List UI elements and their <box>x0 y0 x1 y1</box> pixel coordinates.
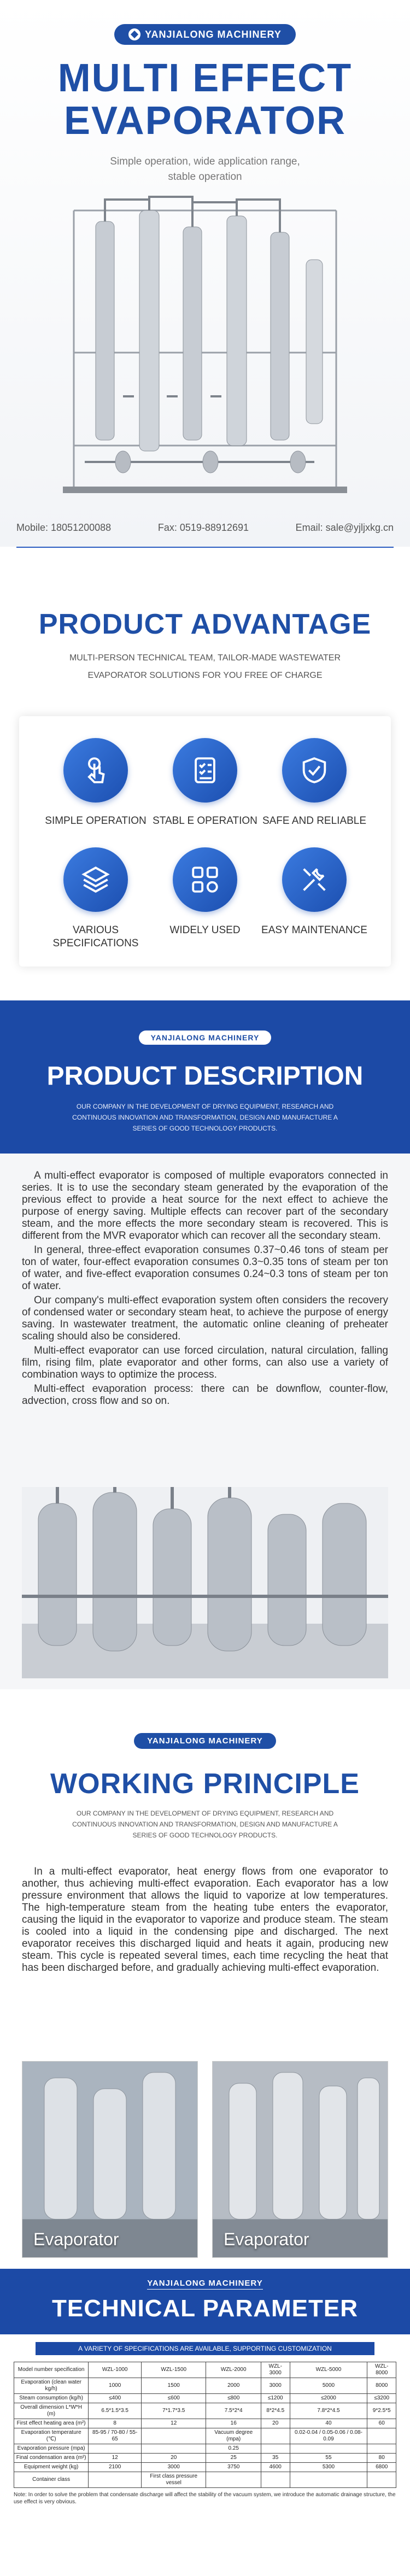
advantage-subtitle: MULTI-PERSON TECHNICAL TEAM, TAILOR-MADE WASTEWATER EVAPORATOR SOLUTIONS FOR YOU FREE OF CHARGE <box>69 653 341 680</box>
table-header-cell: WZL-1500 <box>142 2362 206 2378</box>
table-cell: 0.25 <box>206 2444 261 2454</box>
table-cell: 2100 <box>89 2463 142 2472</box>
table-cell: 6800 <box>367 2463 396 2472</box>
table-cell: 6.5*1.5*3.5 <box>89 2403 142 2419</box>
table-row <box>14 2428 396 2444</box>
table-cell: ≤2000 <box>290 2394 367 2403</box>
table-cell <box>290 2444 367 2454</box>
table-cell <box>89 2444 142 2454</box>
evaporator-photo-1 <box>22 2061 198 2258</box>
table-cell: ≤800 <box>206 2394 261 2403</box>
evaporator-photo-label: Evaporator <box>224 2229 309 2249</box>
table-cell: 9*2.5*5 <box>367 2403 396 2419</box>
table-header-cell: WZL-3000 <box>261 2362 290 2378</box>
table-cell: 1500 <box>142 2378 206 2394</box>
table-header-cell: Model number specification <box>14 2362 89 2378</box>
table-cell: 85-95 / 70-80 / 55-65 <box>89 2428 142 2444</box>
table-cell: 60 <box>367 2419 396 2428</box>
table-cell: Vacuum degree (mpa) <box>206 2428 261 2444</box>
advantage-label: STABL E OPERATION <box>153 815 257 827</box>
table-cell: 35 <box>261 2454 290 2463</box>
table-cell: 80 <box>367 2454 396 2463</box>
advantage-label: SAFE AND RELIABLE <box>262 815 367 827</box>
table-cell: ≤3200 <box>367 2394 396 2403</box>
table-row-label: Evaporation (clean water kg/h) <box>14 2378 89 2394</box>
brand-name: YANJIALONG MACHINERY <box>145 28 282 40</box>
description-section <box>0 1000 410 1689</box>
description-paragraph: A multi-effect evaporator is composed of multiple evaporators connected in series. It is to use the secondary steam generated by the evaporation of the previous effect to provide a heat source for the next effect to achieve the purpose of energy saving. Multiple effects can recover part of the secondary steam, and the more effects the more secondary steam is recovered. This is different from the MVR evaporator which can recover all the secondary steam. <box>22 1170 388 1242</box>
table-cell <box>367 2428 396 2444</box>
advantage-label: SIMPLE OPERATION <box>45 815 147 827</box>
tech-table-body <box>14 2378 396 2488</box>
hero-subtitle: Simple operation, wide application range, stable operation <box>110 156 300 183</box>
table-cell: 7*1.7*3.5 <box>142 2403 206 2419</box>
table-cell: 7.8*2*4.5 <box>290 2403 367 2419</box>
advantage-title: PRODUCT ADVANTAGE <box>38 608 372 640</box>
table-cell <box>142 2444 206 2454</box>
brand-logo-icon <box>128 28 140 40</box>
principle-section <box>0 1689 410 2269</box>
table-cell <box>142 2428 206 2444</box>
principle-body: In a multi-effect evaporator, heat energy flows from one evaporator to another, thus achieving multi-effect evaporation. Each evaporator has a low pressure environment that allows the liquid to vaporize at low temperatures. The high-temperature steam from the heating tube enters the evaporator, causing the liquid in the evaporator to vaporize and produce steam. The steam is cooled into a liquid in the condensing pipe and discharged. The next evaporator receives this discharged liquid and heats it again, producing new steam. This cycle is repeated several times, each time recycling the heat that has been discharged before, and gradually achieving multi-effect evaporation. <box>22 1866 388 1974</box>
touch-icon <box>63 738 128 803</box>
table-cell: 3000 <box>261 2378 290 2394</box>
table-cell: 40 <box>290 2419 367 2428</box>
table-row <box>14 2454 396 2463</box>
table-row <box>14 2472 396 2488</box>
contact-bar <box>0 511 410 544</box>
table-header-cell: WZL-5000 <box>290 2362 367 2378</box>
hero-section <box>0 0 410 547</box>
advantage-item-various-specs <box>41 847 150 950</box>
advantage-label: EASY MAINTENANCE <box>261 924 367 936</box>
description-paragraph: Multi-effect evaporation process: there can be downflow, counter-flow, advection, cross flow and so on. <box>22 1383 388 1407</box>
table-cell: ≤1200 <box>261 2394 290 2403</box>
table-cell <box>290 2472 367 2488</box>
table-cell: 16 <box>206 2419 261 2428</box>
table-row-label: Overall dimension L*W*H (m) <box>14 2403 89 2419</box>
description-paragraph: In general, three-effect evaporation consumes 0.37~0.46 tons of steam per ton of water, four-effect evaporation consumes 0.3~0.35 tons of steam per ton of water, and five-effect evaporation consumes 0.24~0.3 tons of steam per ton of water. <box>22 1244 388 1292</box>
tech-subtitle: A VARIETY OF SPECIFICATIONS ARE AVAILABLE, SUPPORTING CUSTOMIZATION <box>36 2342 374 2355</box>
table-cell: 20 <box>261 2419 290 2428</box>
advantage-item-easy-maintenance <box>260 847 369 950</box>
table-header-cell: WZL-8000 <box>367 2362 396 2378</box>
table-cell: 7.5*2*4 <box>206 2403 261 2419</box>
table-row-label: Evaporation temperature (℃) <box>14 2428 89 2444</box>
table-cell: 5300 <box>290 2463 367 2472</box>
principle-title: WORKING PRINCIPLE <box>50 1768 360 1800</box>
table-cell: 4600 <box>261 2463 290 2472</box>
shield-check-icon <box>282 738 347 803</box>
factory-installation-image <box>22 1487 388 1678</box>
advantage-item-safe-reliable <box>260 738 369 828</box>
table-cell: 5000 <box>290 2378 367 2394</box>
table-cell: ≤400 <box>89 2394 142 2403</box>
layers-icon <box>63 847 128 912</box>
table-cell <box>261 2444 290 2454</box>
advantage-section <box>0 547 410 1000</box>
table-header-cell: WZL-1000 <box>89 2362 142 2378</box>
description-body <box>22 1170 388 1407</box>
advantage-item-stable-operation <box>150 738 260 828</box>
table-cell: 12 <box>89 2454 142 2463</box>
tools-icon <box>282 847 347 912</box>
hero-title <box>0 57 410 142</box>
description-paragraph: Multi-effect evaporator can use forced circulation, natural circulation, falling film, rising film, plate evaporator and other forms, can also use a variety of combination ways to optimize the process. <box>22 1345 388 1380</box>
table-cell: 20 <box>142 2454 206 2463</box>
table-row <box>14 2403 396 2419</box>
grid-icon <box>173 847 237 912</box>
table-row-label: Evaporation pressure (mpa) <box>14 2444 89 2454</box>
table-header-row <box>14 2362 396 2378</box>
contact-email[interactable]: Email: sale@yjljxkg.cn <box>295 522 394 533</box>
description-intro: OUR COMPANY IN THE DEVELOPMENT OF DRYING EQUIPMENT, RESEARCH AND CONTINUOUS INNOVATION AND TRANSFORMATION, DESIGN AND MANUFACTURE A SERIES OF GOOD TECHNOLOGY PRODUCTS. <box>72 1103 338 1132</box>
table-row-label: Equipment weight (kg) <box>14 2463 89 2472</box>
advantage-label: WIDELY USED <box>169 924 241 936</box>
description-title: PRODUCT DESCRIPTION <box>46 1062 364 1091</box>
table-row <box>14 2419 396 2428</box>
tech-note: Note: In order to solve the problem that condensate discharge will affect the stability of the vacuum system, we introduce the automatic drainage structure, the use effect is very obvious. <box>14 2492 396 2505</box>
principle-intro: OUR COMPANY IN THE DEVELOPMENT OF DRYING EQUIPMENT, RESEARCH AND CONTINUOUS INNOVATION AND TRANSFORMATION, DESIGN AND MANUFACTURE A SERIES OF GOOD TECHNOLOGY PRODUCTS. <box>72 1810 338 1839</box>
table-cell <box>261 2472 290 2488</box>
contact-mobile[interactable]: Mobile: 18051200088 <box>16 522 112 533</box>
table-cell: 0.02-0.04 / 0.05-0.06 / 0.08-0.09 <box>290 2428 367 2444</box>
description-paragraph: Our company's multi-effect evaporation system often considers the recovery of condensed water or secondary steam heat, to achieve the purpose of energy saving. In wastewater treatment, the automatic online cleaning of preheater scaling should also be considered. <box>22 1295 388 1342</box>
checklist-icon <box>173 738 237 803</box>
evaporator-photo-2 <box>212 2061 388 2258</box>
table-cell: ≤600 <box>142 2394 206 2403</box>
table-row-label: Container class <box>14 2472 89 2488</box>
table-row <box>14 2378 396 2394</box>
contact-fax: Fax: 0519-88912691 <box>157 522 249 533</box>
evaporator-machine-image <box>52 189 358 506</box>
table-cell <box>206 2472 261 2488</box>
table-cell <box>367 2472 396 2488</box>
table-cell <box>261 2428 290 2444</box>
table-cell: First class pressure vessel <box>142 2472 206 2488</box>
table-cell <box>367 2444 396 2454</box>
table-cell: 2000 <box>206 2378 261 2394</box>
table-row <box>14 2394 396 2403</box>
table-cell: 8*2*4.5 <box>261 2403 290 2419</box>
table-cell: 1000 <box>89 2378 142 2394</box>
table-cell: 25 <box>206 2454 261 2463</box>
tech-section <box>0 2269 410 2576</box>
table-row <box>14 2463 396 2472</box>
table-cell: 12 <box>142 2419 206 2428</box>
table-row-label: Steam consumption (kg/h) <box>14 2394 89 2403</box>
tech-pill: YANJIALONG MACHINERY <box>147 2279 262 2290</box>
description-pill: YANJIALONG MACHINERY <box>139 1031 272 1045</box>
principle-images <box>22 2061 388 2258</box>
table-cell: 8 <box>89 2419 142 2428</box>
advantage-item-widely-used <box>150 847 260 950</box>
advantage-label: VARIOUS SPECIFICATIONS <box>52 924 139 949</box>
hero-title-line1: MULTI EFFECT <box>57 56 353 100</box>
principle-pill: YANJIALONG MACHINERY <box>134 1733 276 1749</box>
table-cell: 55 <box>290 2454 367 2463</box>
table-row-label: Final condensation area (m²) <box>14 2454 89 2463</box>
table-cell: 8000 <box>367 2378 396 2394</box>
table-header-cell: WZL-2000 <box>206 2362 261 2378</box>
tech-table <box>14 2362 396 2488</box>
table-row <box>14 2444 396 2454</box>
hero-title-line2: EVAPORATOR <box>63 99 347 143</box>
tech-title: TECHNICAL PARAMETER <box>51 2295 359 2322</box>
table-cell <box>89 2472 142 2488</box>
section-divider <box>16 547 394 548</box>
table-row-label: First effect heating area (m²) <box>14 2419 89 2428</box>
advantage-card <box>19 716 391 967</box>
table-cell: 3750 <box>206 2463 261 2472</box>
advantage-item-simple-operation <box>41 738 150 828</box>
brand-badge <box>114 24 296 45</box>
table-cell: 3000 <box>142 2463 206 2472</box>
evaporator-photo-label: Evaporator <box>33 2229 119 2249</box>
tech-header <box>0 2269 410 2334</box>
